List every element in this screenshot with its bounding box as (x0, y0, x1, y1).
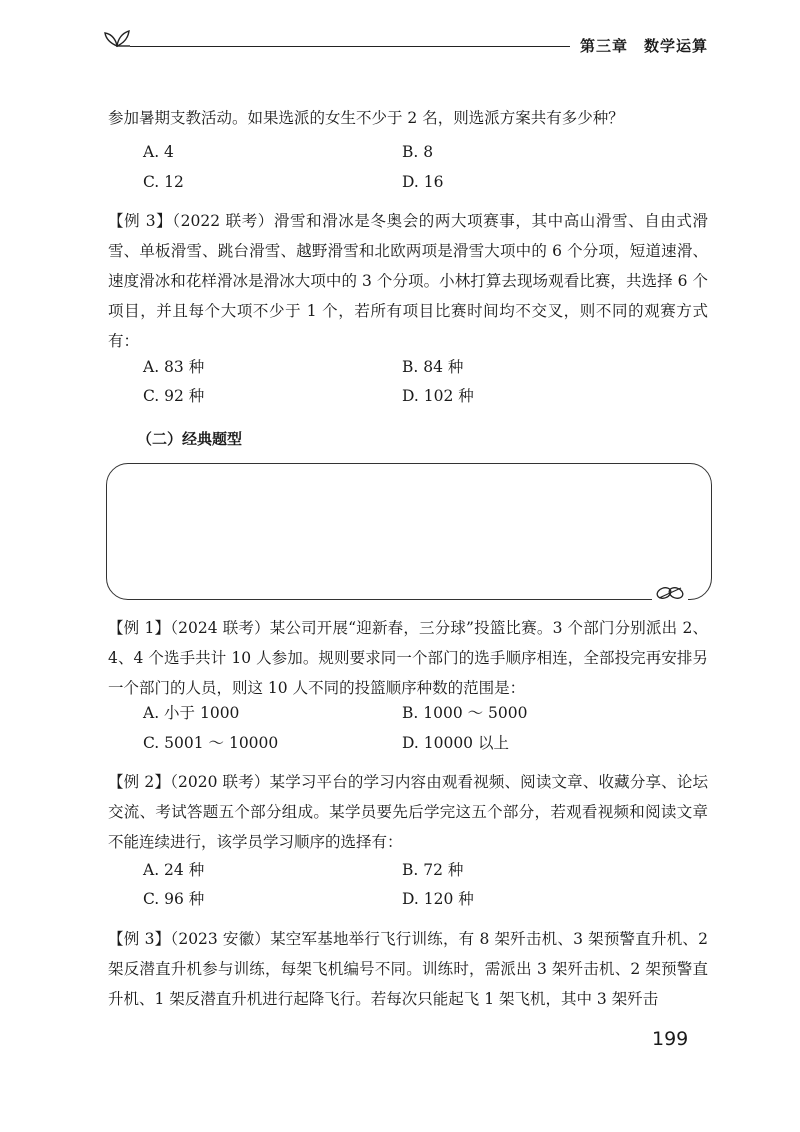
example-3-2023-text: 【例 3】（2023 安徽）某空军基地举行飞行训练，有 8 架歼击机、3 架预警直升机、2 架反潜直升机参与训练，每架飞机编号不同。训练时，需派出 3 架歼击机、2 架预警直升机、1 架反潜直升机进行起降飞行。若每次只能起飞 1 架飞机，其中 3 架歼击 (108, 930, 708, 1008)
option-d: D. 120 种 (402, 890, 474, 908)
example-3-2023 (108, 924, 708, 1014)
leaf-ornament-icon (652, 584, 688, 606)
intro-options-row-2 (143, 167, 703, 197)
option-c: C. 96 种 (143, 890, 205, 908)
intro-paragraph (108, 103, 708, 133)
chapter-title: 数学运算 (644, 37, 709, 55)
option-c: C. 5001 ～ 10000 (143, 734, 279, 752)
example-1-options-row-2 (143, 728, 703, 758)
example-2-2020-text: 【例 2】（2020 联考）某学习平台的学习内容由观看视频、阅读文章、收藏分享、论坛交流、考试答题五个部分组成。某学员要先后学完这五个部分，若观看视频和阅读文章不能连续进行，该学员学习顺序的选择有： (108, 773, 708, 851)
chapter-label: 第三章 (580, 37, 629, 55)
option-b: B. 8 (402, 143, 434, 161)
header-rule (130, 46, 570, 47)
example-2-options-row-2 (143, 884, 703, 914)
option-a: A. 83 种 (143, 358, 205, 376)
example-1-2024 (108, 613, 708, 703)
option-d: D. 16 (402, 173, 444, 191)
option-b: B. 84 种 (402, 358, 464, 376)
example-1-2024-text: 【例 1】（2024 联考）某公司开展“迎新春，三分球”投篮比赛。3 个部门分别派出 2、4、4 个选手共计 10 人参加。规则要求同一个部门的选手顺序相连，全部投完再安排另一个部门的人员，则这 10 人不同的投篮顺序种数的范围是： (108, 619, 708, 697)
option-a: A. 4 (143, 143, 174, 161)
intro-options-row-1 (143, 137, 703, 167)
example-3-2022-options-row-1 (143, 352, 703, 382)
intro-text: 参加暑期支教活动。如果选派的女生不少于 2 名，则选派方案共有多少种？ (108, 109, 624, 127)
example-2-options-row-1 (143, 855, 703, 885)
option-d: D. 102 种 (402, 387, 474, 405)
option-d: D. 10000 以上 (402, 734, 509, 752)
option-c: C. 12 (143, 173, 184, 191)
page-number: 199 (652, 1028, 689, 1050)
option-b: B. 72 种 (402, 861, 464, 879)
option-a: A. 小于 1000 (143, 704, 240, 722)
example-1-options-row-1 (143, 698, 703, 728)
example-3-2022-options-row-2 (143, 381, 703, 411)
example-3-2022 (108, 206, 708, 356)
option-c: C. 92 种 (143, 387, 205, 405)
option-b: B. 1000 ～ 5000 (402, 704, 528, 722)
option-a: A. 24 种 (143, 861, 205, 879)
running-header (580, 35, 708, 56)
leaf-logo-icon (100, 24, 134, 54)
example-2-2020 (108, 767, 708, 857)
example-3-2022-text: 【例 3】（2022 联考）滑雪和滑冰是冬奥会的两大项赛事，其中高山滑雪、自由式滑雪、单板滑雪、跳台滑雪、越野滑雪和北欧两项是滑雪大项中的 6 个分项，短道速滑、速度滑冰和花样滑冰是滑冰大项中的 3 个分项。小林打算去现场观看比赛，共选择 6 个项目，并且每个大项不少于 1 个，若所有项目比赛时间均不交叉，则不同的观赛方式有： (108, 212, 708, 350)
note-box (106, 463, 712, 600)
section-heading: （二）经典题型 (137, 430, 243, 448)
